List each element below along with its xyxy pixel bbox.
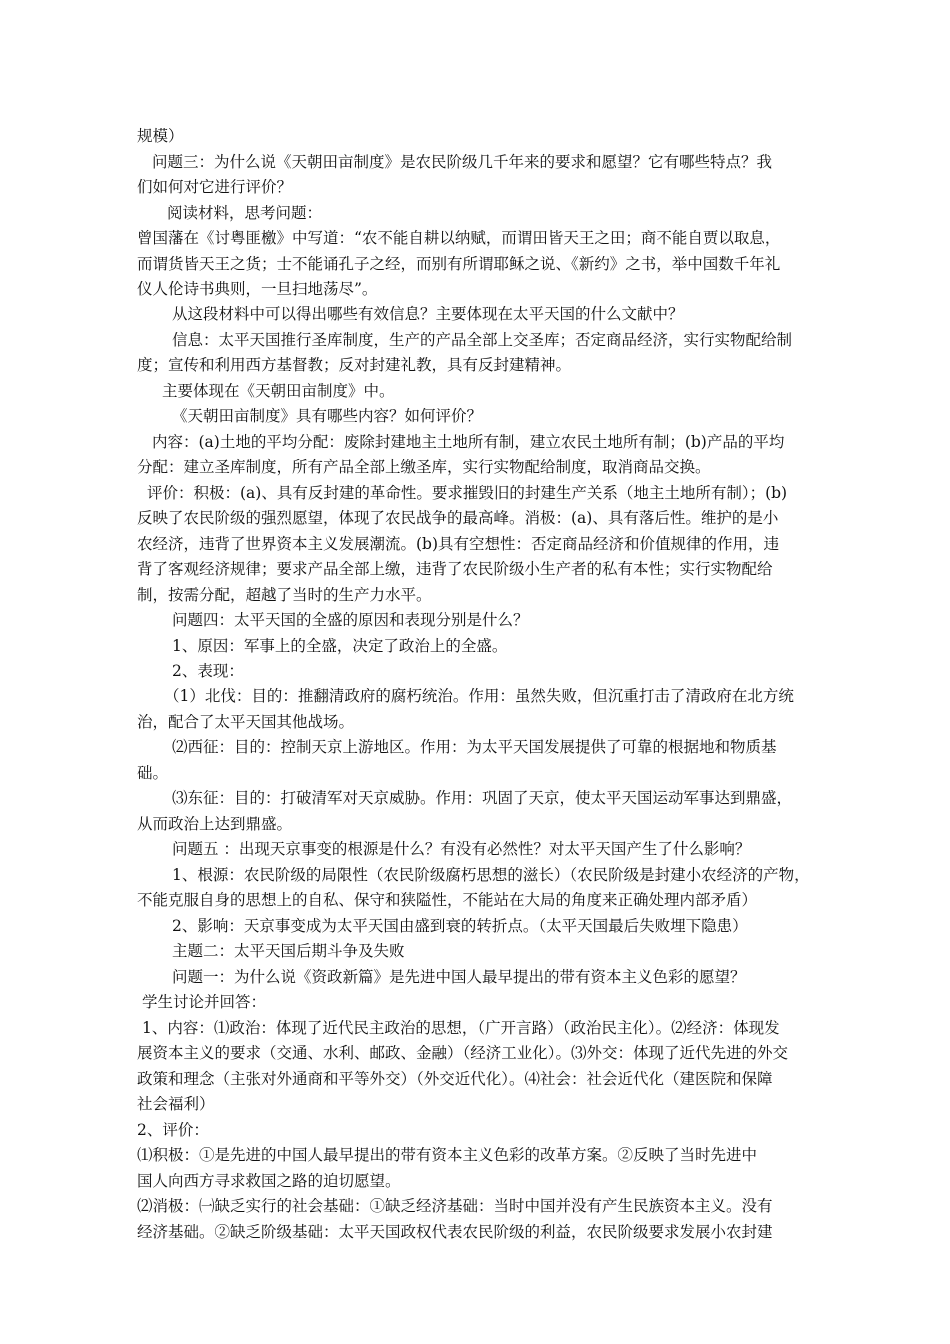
text-line: 2、评价： [137,1121,209,1139]
text-line: 主题二：太平天国后期斗争及失败 [172,942,405,960]
text-line: 2、表现： [172,662,244,680]
text-line: 从这段材料中可以得出哪些有效信息？主要体现在太平天国的什么文献中？ [172,305,684,323]
text-line: 曾国藩在《讨粤匪檄》中写道：“农不能自耕以纳赋，而谓田皆天王之田；商不能自贾以取息， [137,229,781,247]
text-line: 反映了农民阶级的强烈愿望，体现了农民战争的最高峰。消极：(a)、具有落后性。维护的是小 [137,509,779,527]
text-line: （1）北伐：目的：推翻清政府的腐朽统治。作用：虽然失败，但沉重打击了清政府在北方统 [164,687,794,705]
text-line: 内容：(a)土地的平均分配：废除封建地主土地所有制，建立农民土地所有制；(b)产品的平均 [152,433,785,451]
text-line: ⑵消极：㈠缺乏实行的社会基础：①缺乏经济基础：当时中国并没有产生民族资本主义。没有 [137,1197,773,1215]
text-line: 主要体现在《天朝田亩制度》中。 [162,382,395,400]
text-line: 问题四：太平天国的全盛的原因和表现分别是什么？ [172,611,529,629]
text-line: 治，配合了太平天国其他战场。 [137,713,355,731]
text-line: 国人向西方寻求救国之路的迫切愿望。 [137,1172,401,1190]
text-line: ⑵西征：目的：控制天京上游地区。作用：为太平天国发展提供了可靠的根据地和物质基 [172,738,777,756]
text-line: 1、根源：农民阶级的局限性（农民阶级腐朽思想的滋长）（农民阶级是封建小农经济的产物， [172,866,810,884]
text-line: 规模） [137,127,184,145]
text-line: 制，按需分配，超越了当时的生产力水平。 [137,586,432,604]
text-line: 分配：建立圣库制度，所有产品全部上缴圣库，实行实物配给制度，取消商品交换。 [137,458,711,476]
text-line: 础。 [137,764,169,782]
text-line: 阅读材料，思考问题： [167,204,323,222]
text-line: ⑶东征：目的：打破清军对天京威胁。作用：巩固了天京，使太平天国运动军事达到鼎盛， [172,789,793,807]
text-line: 问题三：为什么说《天朝田亩制度》是农民阶级几千年来的要求和愿望？它有哪些特点？我 [152,153,773,171]
text-line: 而谓货皆天王之货；士不能诵孔子之经，而别有所谓耶稣之说、《新约》之书，举中国数千年礼 [137,255,781,273]
text-line: 从而政治上达到鼎盛。 [137,815,293,833]
text-line: 1、内容：⑴政治：体现了近代民主政治的思想，（广开言路）（政治民主化）。⑵经济：体现发 [142,1019,780,1037]
text-line: 2、影响：天京事变成为太平天国由盛到衰的转折点。（太平天国最后失败埋下隐患） [172,917,748,935]
text-line: ⑴积极：①是先进的中国人最早提出的带有资本主义色彩的改革方案。②反映了当时先进中 [137,1146,758,1164]
text-line: 问题五 ：出现天京事变的根源是什么？有没有必然性？对太平天国产生了什么影响？ [172,840,751,858]
text-line: 评价：积极：(a)、具有反封建的革命性。要求摧毁旧的封建生产关系（地主土地所有制）；(b) [147,484,788,502]
text-line: 度；宣传和利用西方基督教；反对封建礼教，具有反封建精神。 [137,356,572,374]
text-line: 仪人伦诗书典则，一旦扫地荡尽”。 [137,280,378,298]
text-line: 社会福利） [137,1095,215,1113]
text-line: 问题一：为什么说《资政新篇》是先进中国人最早提出的带有资本主义色彩的愿望？ [172,968,746,986]
text-line: 学生讨论并回答： [142,993,267,1011]
text-line: 背了客观经济规律；要求产品全部上缴，违背了农民阶级小生产者的私有本性；实行实物配给 [137,560,773,578]
text-line: 经济基础。②缺乏阶级基础：太平天国政权代表农民阶级的利益，农民阶级要求发展小农封建 [137,1223,773,1241]
text-line: 《天朝田亩制度》具有哪些内容？如何评价？ [172,407,483,425]
text-line: 们如何对它进行评价？ [137,178,293,196]
text-line: 展资本主义的要求（交通、水利、邮政、金融）（经济工业化）。⑶外交：体现了近代先进的外交 [137,1044,789,1062]
text-line: 农经济，违背了世界资本主义发展潮流。(b)具有空想性：否定商品经济和价值规律的作用，违 [137,535,780,553]
text-line: 信息：太平天国推行圣库制度，生产的产品全部上交圣库；否定商品经济，实行实物配给制 [172,331,793,349]
text-line: 不能克服自身的思想上的自私、保守和狭隘性，不能站在大局的角度来正确处理内部矛盾） [137,891,758,909]
text-line: 1、原因：军事上的全盛，决定了政治上的全盛。 [172,637,508,655]
text-line: 政策和理念（主张对外通商和平等外交）（外交近代化）。⑷社会：社会近代化（建医院和保障 [137,1070,773,1088]
